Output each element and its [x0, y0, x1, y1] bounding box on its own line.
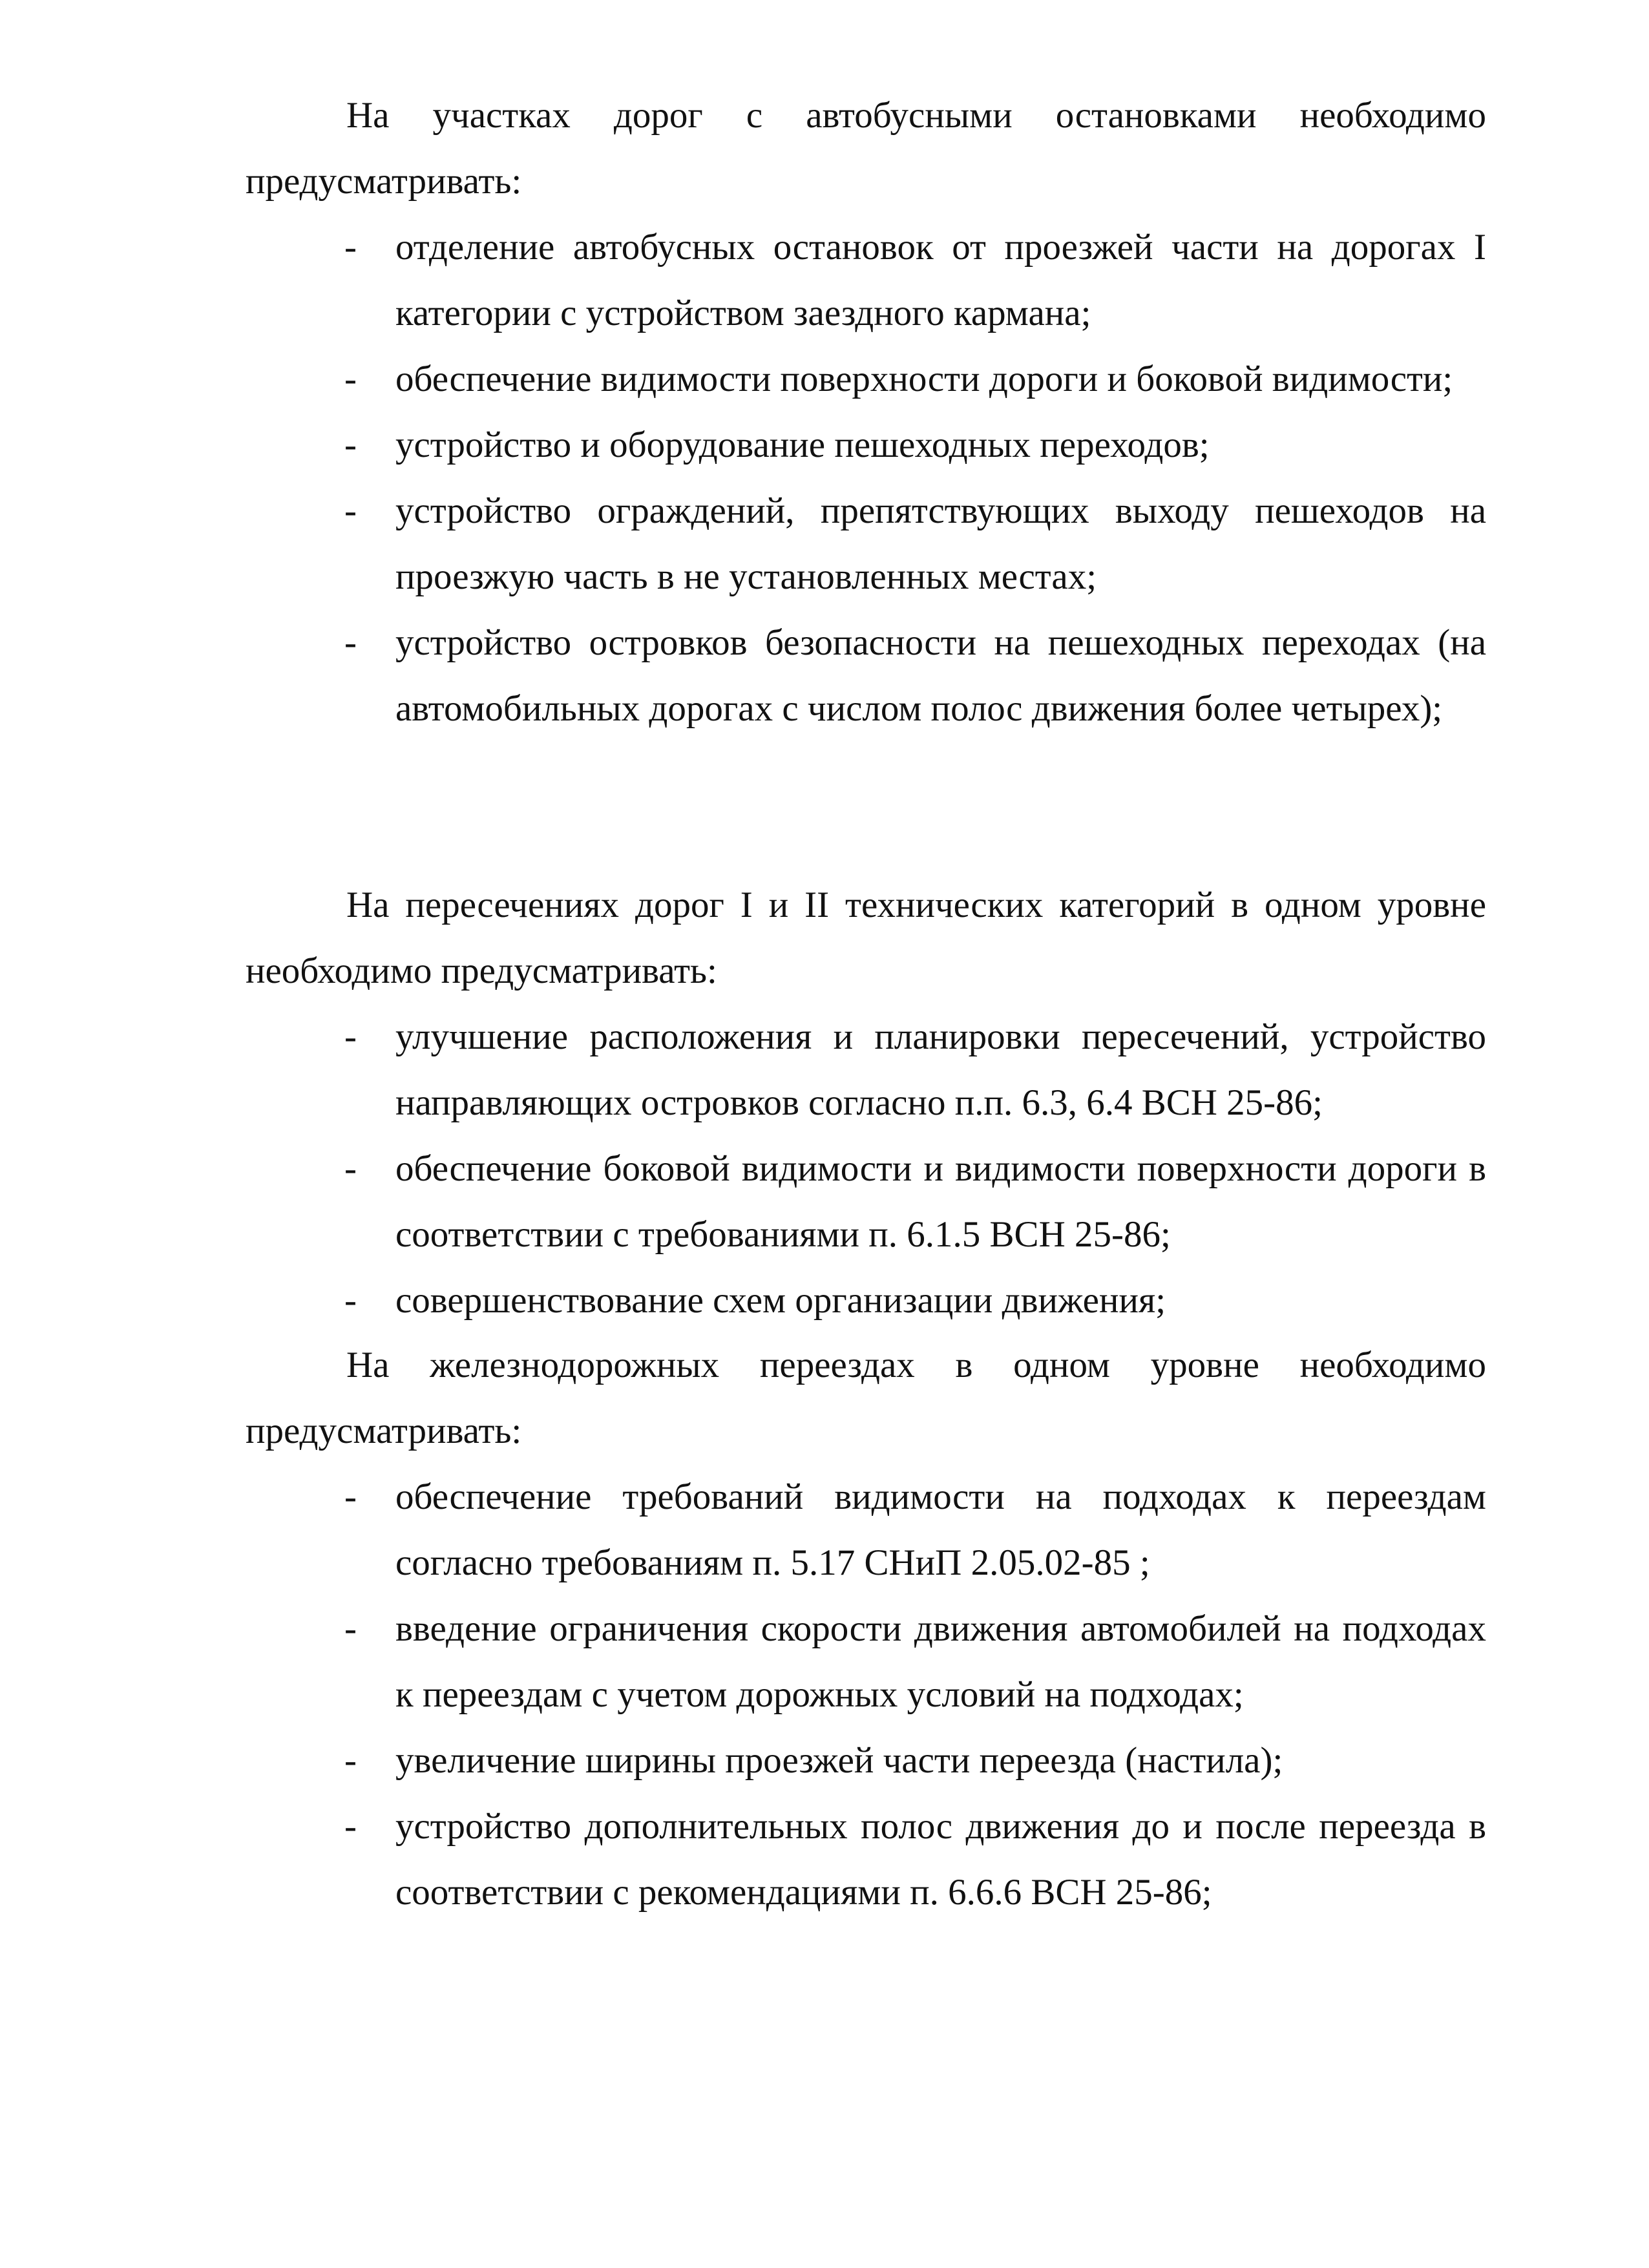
list-item	[246, 478, 1486, 610]
requirements-list	[246, 215, 1486, 742]
bullet-dash: -	[344, 490, 357, 531]
bullet-dash: -	[344, 1016, 357, 1057]
list-item	[246, 1728, 1486, 1794]
list-item-text: отделение автобусных остановок от проезжей части на дорогах I категории с устройством заездного кармана;	[395, 227, 1486, 333]
list-item	[246, 1268, 1486, 1334]
section-intro: На участках дорог с автобусными остановками необходимо предусматривать:	[246, 95, 1486, 202]
bullet-dash: -	[344, 1476, 357, 1517]
bullet-dash: -	[344, 227, 357, 268]
section-intro: На пересечениях дорог I и II технических категорий в одном уровне необходимо предусматривать:	[246, 885, 1486, 991]
requirements-list	[246, 1004, 1486, 1334]
list-item-text: улучшение расположения и планировки пересечений, устройство направляющих островков согласно п.п. 6.3, 6.4 ВСН 25-86;	[395, 1016, 1486, 1123]
list-item-text: обеспечение видимости поверхности дороги и боковой видимости;	[395, 359, 1453, 399]
list-item-text: введение ограничения скорости движения автомобилей на подходах к переездам с учетом дорожных условий на подходах;	[395, 1608, 1486, 1715]
list-item-text: устройство ограждений, препятствующих выходу пешеходов на проезжую часть в не установленных местах;	[395, 490, 1486, 597]
bullet-dash: -	[344, 1148, 357, 1189]
bullet-dash: -	[344, 622, 357, 663]
list-item	[246, 1794, 1486, 1926]
section-railway-crossings	[246, 1332, 1486, 1926]
section-intersections	[246, 872, 1486, 1334]
list-item	[246, 346, 1486, 412]
bullet-dash: -	[344, 1806, 357, 1847]
list-item-text: устройство дополнительных полос движения до и после переезда в соответствии с рекомендациями п. 6.6.6 ВСН 25-86;	[395, 1806, 1486, 1913]
bullet-dash: -	[344, 1740, 357, 1781]
bullet-dash: -	[344, 425, 357, 465]
list-item-text: обеспечение боковой видимости и видимости поверхности дороги в соответствии с требованиями п. 6.1.5 ВСН 25-86;	[395, 1148, 1486, 1255]
section-bus-stops	[246, 83, 1486, 742]
list-item	[246, 1596, 1486, 1728]
list-item-text: устройство островков безопасности на пешеходных переходах (на автомобильных дорогах с числом полос движения более четырех);	[395, 622, 1486, 729]
list-item-text: обеспечение требований видимости на подходах к переездам согласно требованиям п. 5.17 СНиП 2.05.02-85 ;	[395, 1476, 1486, 1583]
bullet-dash: -	[344, 1608, 357, 1649]
requirements-list	[246, 1464, 1486, 1926]
list-item	[246, 1464, 1486, 1596]
bullet-dash: -	[344, 1280, 357, 1321]
list-item-text: увеличение ширины проезжей части переезда (настила);	[395, 1740, 1283, 1781]
list-item	[246, 1136, 1486, 1268]
section-intro: На железнодорожных переездах в одном уровне необходимо предусматривать:	[246, 1345, 1486, 1451]
list-item	[246, 1004, 1486, 1136]
list-item	[246, 412, 1486, 478]
list-item-text: совершенствование схем организации движения;	[395, 1280, 1166, 1321]
list-item-text: устройство и оборудование пешеходных переходов;	[395, 425, 1210, 465]
list-item	[246, 215, 1486, 346]
list-item	[246, 610, 1486, 742]
bullet-dash: -	[344, 359, 357, 399]
